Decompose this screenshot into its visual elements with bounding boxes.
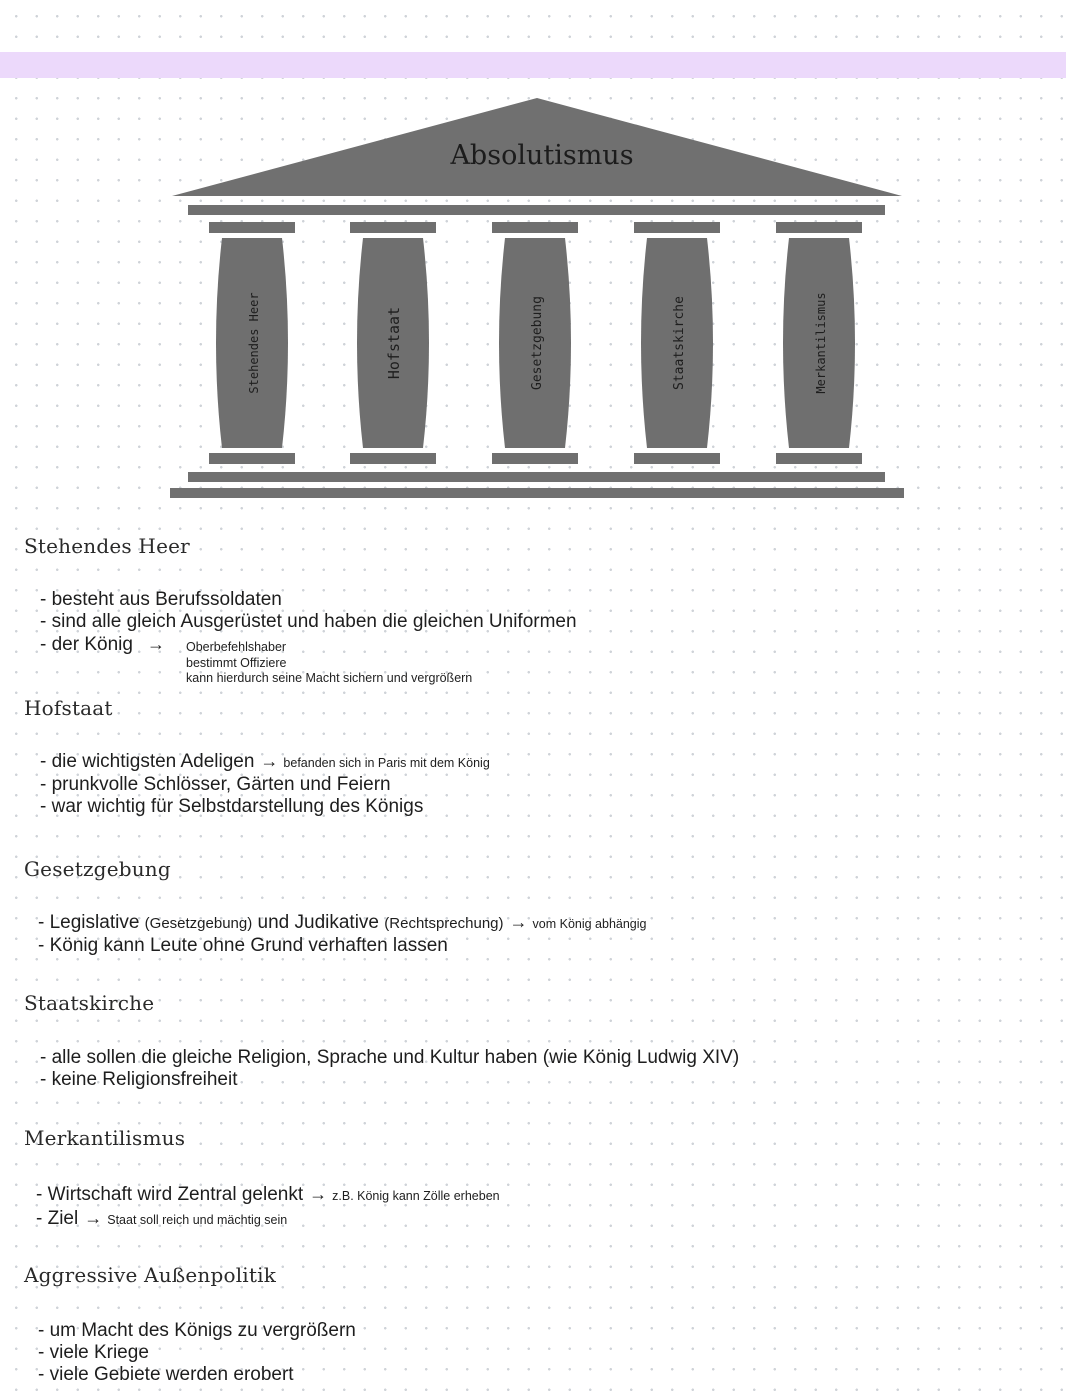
list-item: - König kann Leute ohne Grund verhaften lassen — [38, 935, 448, 956]
pillar-capital — [350, 222, 436, 233]
list-item: - um Macht des Königs zu vergrößern — [38, 1320, 356, 1341]
item-text: und Judikative — [257, 912, 379, 933]
pillar-stehendes-heer — [209, 222, 295, 464]
list-item — [36, 1207, 500, 1231]
section-title-aussenpolitik: Aggressive Außenpolitik — [24, 1263, 277, 1287]
pillar-capital — [776, 222, 862, 233]
list-item: - alle sollen die gleiche Religion, Sprache und Kultur haben (wie König Ludwig XIV) — [40, 1047, 740, 1068]
arrow-icon: → — [146, 634, 165, 654]
pillar-capital — [634, 222, 720, 233]
item-note: befanden sich in Paris mit dem König — [283, 756, 490, 770]
pillar-base — [776, 453, 862, 464]
section-title-staatskirche: Staatskirche — [24, 991, 155, 1015]
section-title-gesetzgebung: Gesetzgebung — [24, 857, 171, 881]
section-title-merkantilismus: Merkantilismus — [24, 1126, 186, 1150]
pillar-base — [209, 453, 295, 464]
list-item: - prunkvolle Schlösser, Gärten und Feiern — [40, 774, 391, 795]
list-item — [40, 750, 490, 774]
list-item: - viele Gebiete werden erobert — [38, 1364, 294, 1385]
pillar-capital — [209, 222, 295, 233]
item-text: - Wirtschaft wird Zentral gelenkt — [36, 1184, 304, 1205]
pillar-label: Staatskirche — [672, 296, 687, 390]
list-item — [38, 911, 647, 935]
pillar-base — [492, 453, 578, 464]
item-note: z.B. König kann Zölle erheben — [332, 1189, 500, 1203]
list-item: - keine Religionsfreiheit — [40, 1069, 238, 1090]
pillar-base — [634, 453, 720, 464]
pillar-staatskirche — [634, 222, 720, 464]
item-text: - Legislative — [38, 912, 140, 933]
list-hofstaat — [40, 750, 490, 818]
list-aussenpolitik — [38, 1320, 356, 1386]
list-item: - besteht aus Berufssoldaten — [40, 589, 282, 610]
pillar-merkantilismus — [776, 222, 862, 464]
item-note: vom König abhängig — [532, 917, 647, 931]
list-staatskirche — [40, 1047, 739, 1091]
pillar-hofstaat — [350, 222, 436, 464]
section-title-hofstaat: Hofstaat — [24, 696, 113, 720]
arrow-icon: → — [84, 1208, 103, 1228]
pillar-label: Gesetzgebung — [530, 296, 545, 390]
pillar-capital — [492, 222, 578, 233]
item-text: - die wichtigsten Adeligen — [40, 751, 255, 772]
arrow-icon: → — [509, 912, 528, 932]
list-merkantilismus — [36, 1183, 500, 1231]
list-item: - sind alle gleich Ausgerüstet und haben die gleichen Uniformen — [40, 611, 577, 632]
list-item — [36, 1183, 500, 1207]
item-text: - der König — [40, 634, 133, 655]
item-note: (Gesetzgebung) — [144, 915, 253, 932]
list-item: - war wichtig für Selbstdarstellung des Königs — [40, 796, 424, 817]
temple-title: Absolutismus — [450, 140, 634, 171]
list-item: kann hierdurch seine Macht sichern und vergrößern — [186, 671, 473, 685]
item-note: Staat soll reich und mächtig sein — [107, 1213, 288, 1227]
list-gesetzgebung — [38, 911, 647, 957]
pillar-label: Stehendes Heer — [247, 292, 261, 394]
list-koenig-details — [186, 640, 472, 687]
list-item: Oberbefehlshaber — [186, 640, 287, 654]
item-text: - Ziel — [36, 1208, 79, 1229]
pillar-base — [350, 453, 436, 464]
list-item: - viele Kriege — [38, 1342, 149, 1363]
temple-diagram — [0, 0, 1080, 510]
pillar-group — [209, 222, 862, 464]
architrave — [188, 205, 885, 215]
base-step-lower — [170, 488, 904, 498]
base-step-upper — [188, 472, 885, 482]
list-item: bestimmt Offiziere — [186, 655, 287, 670]
pillar-label: Hofstaat — [385, 306, 403, 380]
item-note: (Rechtsprechung) — [384, 915, 504, 932]
arrow-icon: → — [260, 751, 279, 771]
section-title-stehendes-heer: Stehendes Heer — [24, 534, 190, 558]
arrow-icon: → — [309, 1184, 328, 1204]
pillar-gesetzgebung — [492, 222, 578, 464]
pillar-label: Merkantilismus — [814, 292, 828, 394]
